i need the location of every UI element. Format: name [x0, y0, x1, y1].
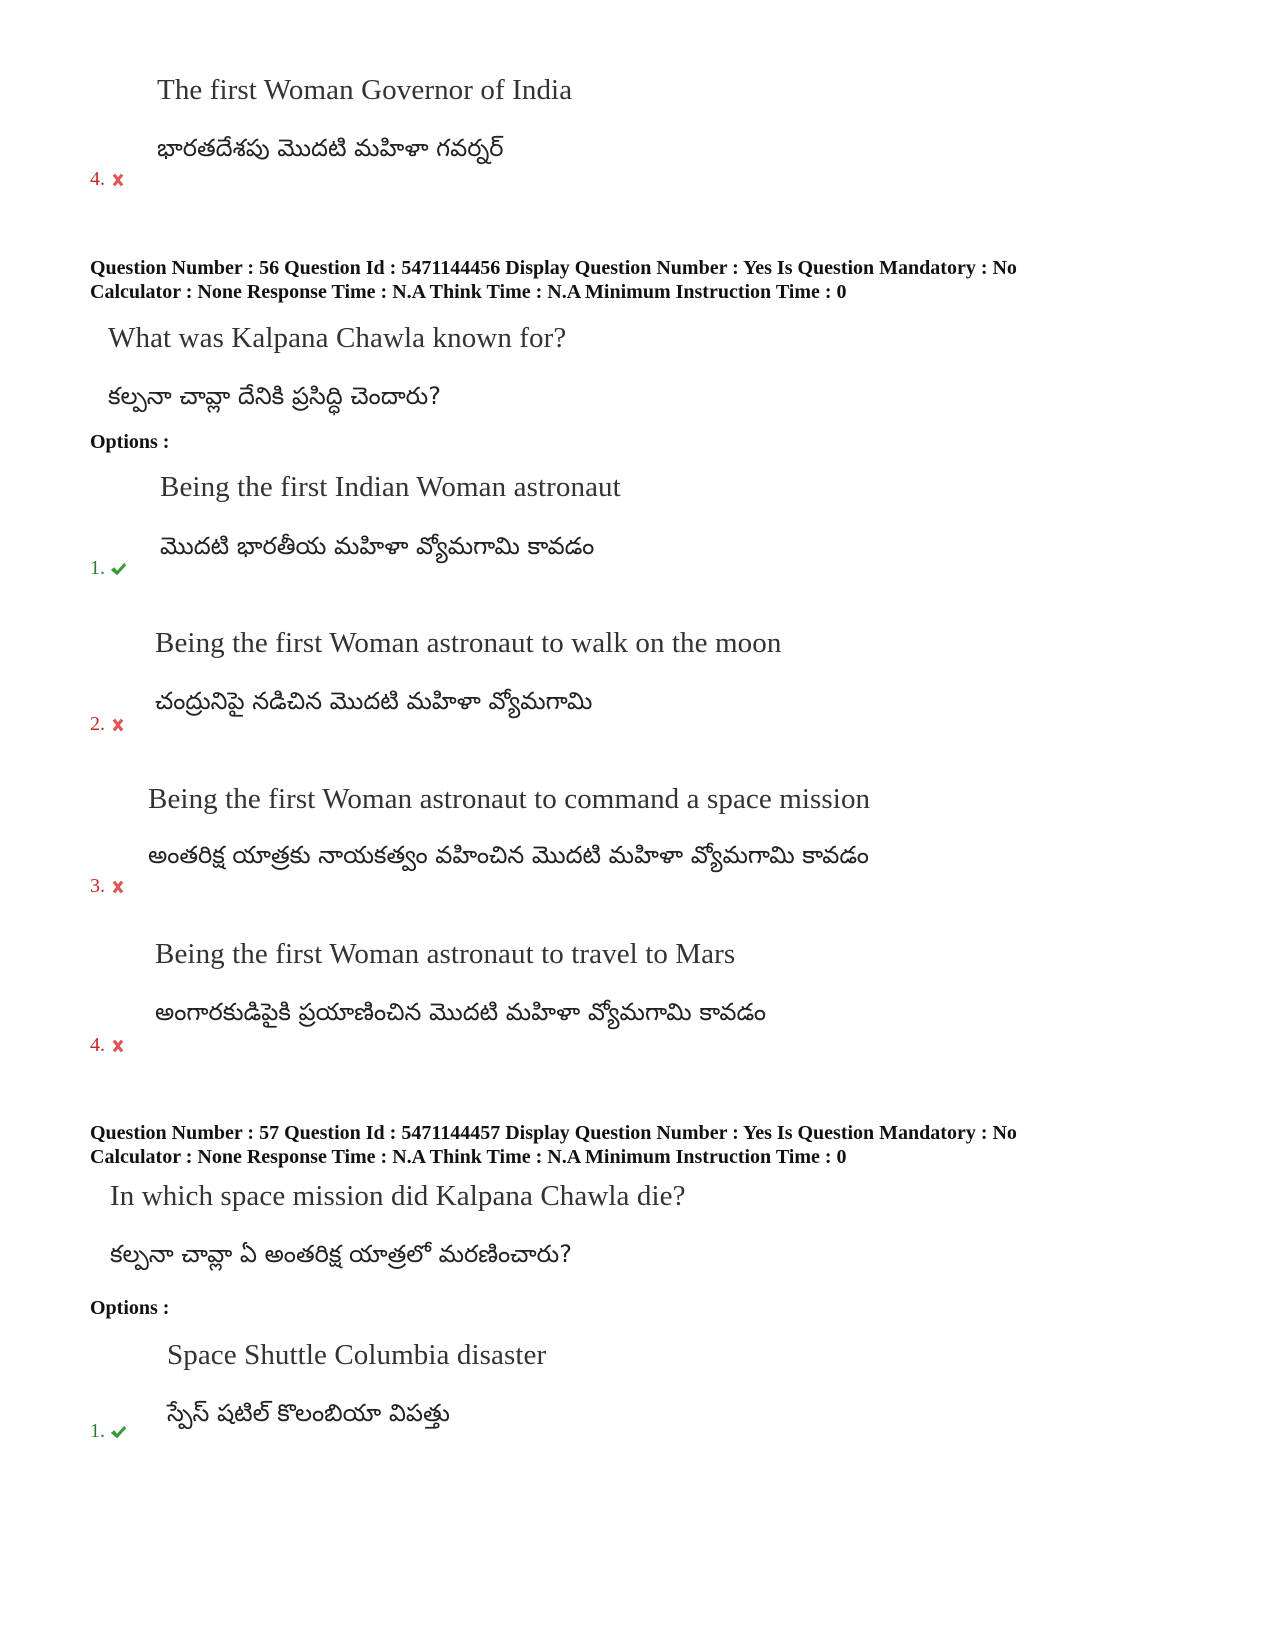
- cross-icon: [109, 1037, 127, 1055]
- check-icon: [109, 560, 127, 578]
- q56-option-2-number: [90, 713, 127, 736]
- prev-option-4-text-te: భారతదేశపు మొదటి మహిళా గవర్నర్: [157, 134, 504, 162]
- q56-option-4-text-te: అంగారకుడిపైకి ప్రయాణించిన మొదటి మహిళా వ్యోమగామి కావడం: [155, 998, 767, 1026]
- q57-option-1-text-te: స్పేస్ షటిల్ కొలంబియా విపత్తు: [167, 1399, 450, 1427]
- option-number-label: 1.: [90, 557, 105, 579]
- q56-option-4-text-en: Being the first Woman astronaut to travel to Mars: [155, 938, 736, 970]
- q57-meta: [90, 1121, 1017, 1169]
- q56-option-2-text-te: చంద్రునిపై నడిచిన మొదటి మహిళా వ్యోమగామి: [155, 687, 593, 715]
- q56-option-1-number: [90, 557, 127, 580]
- q56-question-en: What was Kalpana Chawla known for?: [108, 322, 567, 354]
- option-number-label: 4.: [90, 168, 105, 190]
- prev-option-4-number: [90, 168, 127, 191]
- q57-question-te: కల్పనా చావ్లా ఏ అంతరిక్ష యాత్రలో మరణించారు?: [110, 1240, 572, 1268]
- option-number-label: 1.: [90, 1420, 105, 1442]
- prev-option-4-text-en: The first Woman Governor of India: [157, 74, 573, 106]
- q57-question-en: In which space mission did Kalpana Chawla die?: [110, 1180, 686, 1212]
- option-number-label: 2.: [90, 713, 105, 735]
- q56-option-1-text-te: మొదటి భారతీయ మహిళా వ్యోమగామి కావడం: [160, 532, 595, 560]
- option-number-label: 4.: [90, 1034, 105, 1056]
- q56-options-label: Options :: [90, 431, 170, 453]
- check-icon: [109, 1423, 127, 1441]
- q57-option-1-number: [90, 1420, 127, 1443]
- q57-options-label: Options :: [90, 1297, 170, 1319]
- option-number-label: 3.: [90, 875, 105, 897]
- q56-meta-line2: Calculator : None Response Time : N.A Think Time : N.A Minimum Instruction Time : 0: [90, 281, 847, 303]
- q56-meta: [90, 256, 1017, 304]
- q56-option-1-text-en: Being the first Indian Woman astronaut: [160, 471, 621, 503]
- q57-meta-line2: Calculator : None Response Time : N.A Think Time : N.A Minimum Instruction Time : 0: [90, 1146, 847, 1168]
- q56-option-3-number: [90, 875, 127, 898]
- q57-option-1-text-en: Space Shuttle Columbia disaster: [167, 1339, 547, 1371]
- q56-question-te: కల్పనా చావ్లా దేనికి ప్రసిద్ధి చెందారు?: [108, 382, 441, 410]
- q56-meta-line1: Question Number : 56 Question Id : 5471144456 Display Question Number : Yes Is Question Mandatory : No: [90, 257, 1017, 279]
- cross-icon: [109, 716, 127, 734]
- q56-option-3-text-en: Being the first Woman astronaut to command a space mission: [148, 783, 871, 815]
- q56-option-3-text-te: అంతరిక్ష యాత్రకు నాయకత్వం వహించిన మొదటి మహిళా వ్యోమగామి కావడం: [148, 841, 869, 869]
- cross-icon: [109, 171, 127, 189]
- cross-icon: [109, 878, 127, 896]
- q56-option-4-number: [90, 1034, 127, 1057]
- q57-meta-line1: Question Number : 57 Question Id : 5471144457 Display Question Number : Yes Is Question Mandatory : No: [90, 1122, 1017, 1144]
- q56-option-2-text-en: Being the first Woman astronaut to walk on the moon: [155, 627, 782, 659]
